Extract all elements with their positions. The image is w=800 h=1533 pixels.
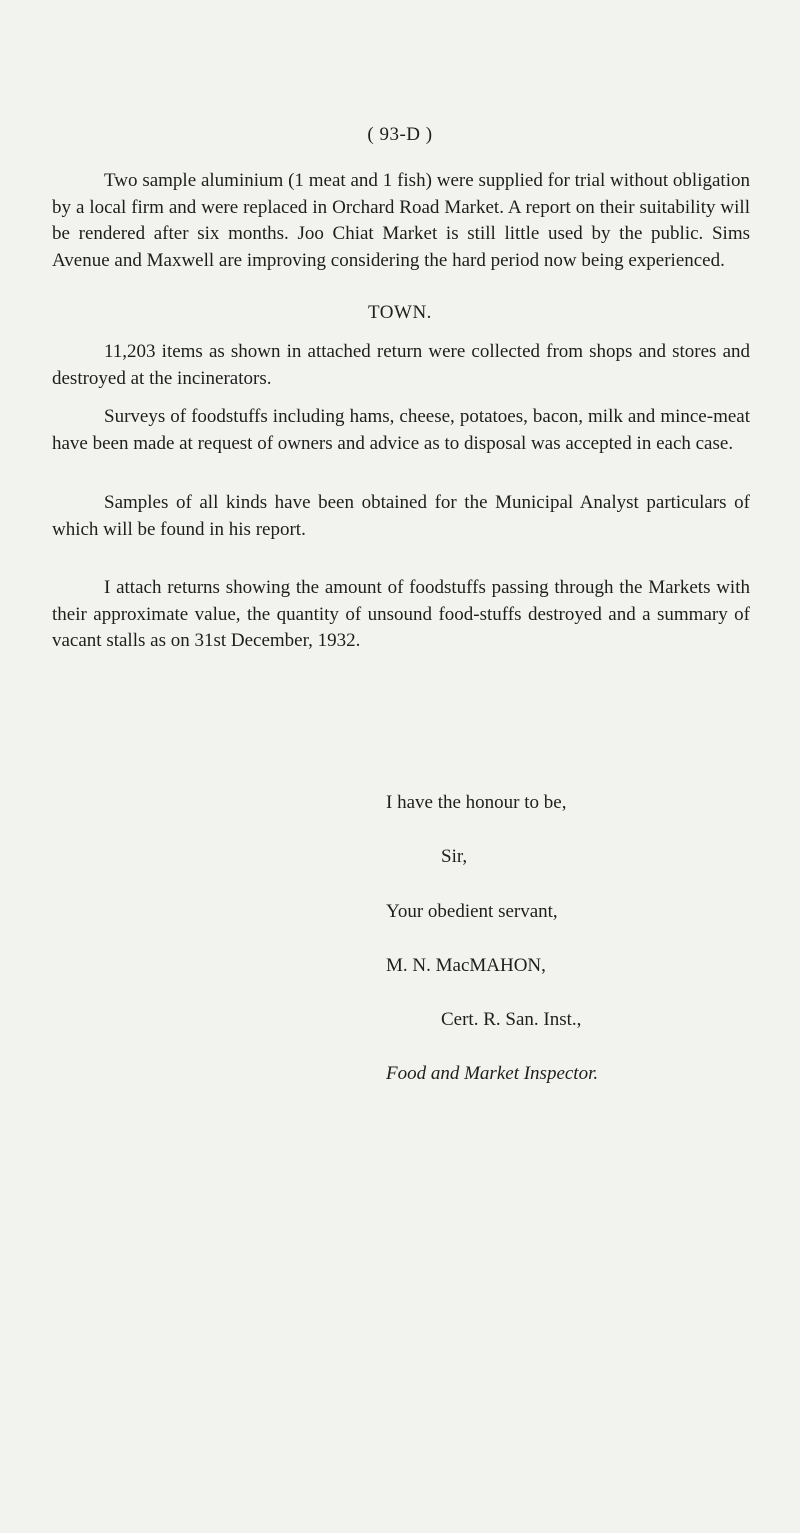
page-number: ( 93-D ) <box>367 124 433 145</box>
section-heading-town: TOWN. <box>368 302 432 323</box>
closing-salutation: Sir, <box>441 846 468 867</box>
signatory-name: M. N. MacMAHON, <box>386 955 546 976</box>
paragraph-surveys-foodstuffs: Surveys of foodstuffs including hams, cheese, potatoes, bacon, milk and mince-meat have been made at request of owners and advice as to disposal was accepted in each case. <box>52 406 750 454</box>
signatory-title: Food and Market Inspector. <box>386 1063 599 1084</box>
paragraph-market-aluminium: Two sample aluminium (1 meat and 1 fish) were supplied for trial without obligation by a local firm and were replaced in Orchard Road Market. A report on their suitability will be rendered after six months. Joo Chiat Market is still little used by the public. Sims Avenue and Maxwell are improving considering the hard period now being experienced. <box>52 170 750 271</box>
paragraph-items-collected: 11,203 items as shown in attached return were collected from shops and stores and destroyed at the incinerators. <box>52 341 750 389</box>
paragraph-attach-returns: I attach returns showing the amount of foodstuffs passing through the Markets with their approximate value, the quantity of unsound food-stuffs destroyed and a summary of vacant stalls as on 31st December, 1932. <box>52 577 750 651</box>
signatory-credentials: Cert. R. San. Inst., <box>441 1009 582 1030</box>
closing-honour: I have the honour to be, <box>386 792 567 813</box>
closing-servant: Your obedient servant, <box>386 901 558 922</box>
paragraph-samples-analyst: Samples of all kinds have been obtained for the Municipal Analyst particulars of which will be found in his report. <box>52 492 750 540</box>
